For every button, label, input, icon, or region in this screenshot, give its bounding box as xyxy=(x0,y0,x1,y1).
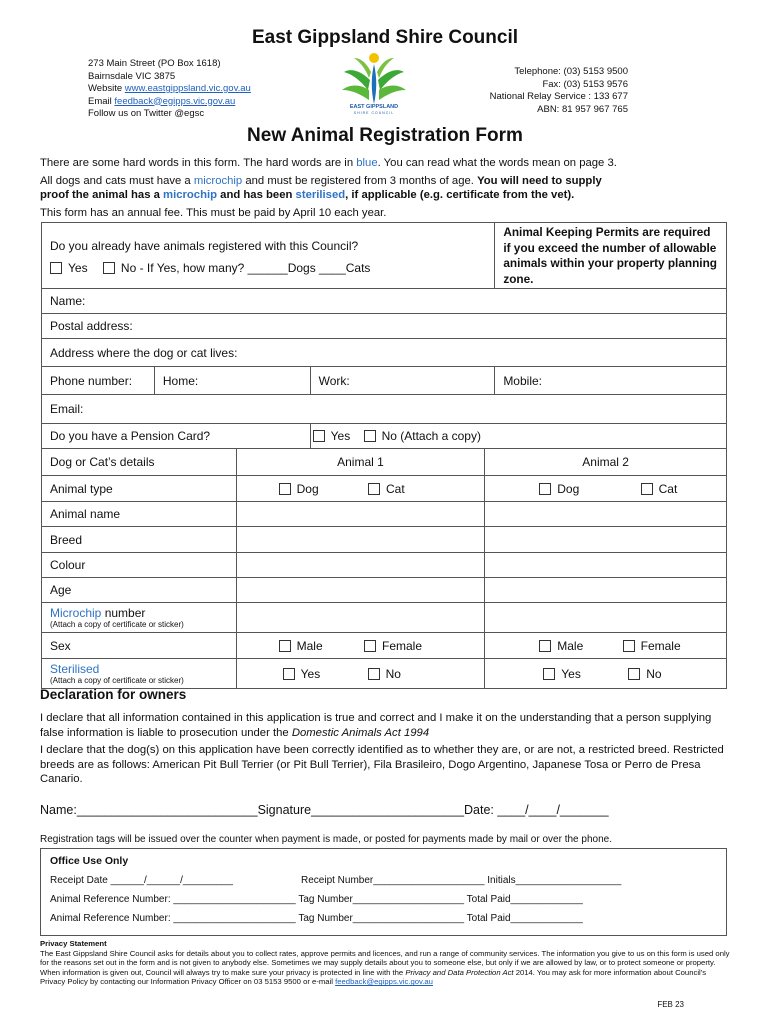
logo-text: EAST GIPPSLAND xyxy=(349,104,399,110)
age-label: Age xyxy=(42,578,237,603)
email-link[interactable]: feedback@egipps.vic.gov.au xyxy=(114,95,236,107)
privacy-email-link[interactable]: feedback@egipps.vic.gov.au xyxy=(335,977,433,987)
animal-reference-field-1[interactable]: Animal Reference Number: ______________________ Tag Number____________________ Total Paid_____________ xyxy=(50,894,583,905)
sex-label: Sex xyxy=(42,633,237,659)
animal-2-dog-checkbox[interactable] xyxy=(539,483,551,495)
yes-checkbox[interactable] xyxy=(50,262,62,274)
no-checkbox[interactable] xyxy=(103,262,115,274)
animal-2-female-checkbox[interactable] xyxy=(623,640,635,652)
sterilised-attach-note: (Attach a copy of certificate or sticker) xyxy=(50,675,184,685)
animal-2-name-field[interactable] xyxy=(485,502,727,527)
yes-label: Yes xyxy=(300,666,321,681)
microchip-row xyxy=(42,603,727,633)
pension-no-checkbox[interactable] xyxy=(364,430,376,442)
animal-1-breed-field[interactable] xyxy=(236,527,485,553)
website-line xyxy=(88,83,251,96)
privacy-statement xyxy=(40,939,732,987)
animal-type-row xyxy=(42,476,727,502)
animal-1-sterilised-no-checkbox[interactable] xyxy=(368,668,380,680)
animal-1-age-field[interactable] xyxy=(236,578,485,603)
sterilised-row xyxy=(42,659,727,689)
declaration-title: Declaration for owners xyxy=(40,687,187,702)
work-phone-field[interactable]: Work: xyxy=(310,367,495,395)
no-label: No xyxy=(385,666,401,681)
phone-label: Phone number: xyxy=(42,367,155,395)
intro-line-3: proof the animal has a microchip and has been sterilised, if applicable (e.g. certificate from the vet). xyxy=(40,189,575,201)
fax: Fax: (03) 5153 9576 xyxy=(542,78,628,90)
receipt-date-field[interactable]: Receipt Date ______/______/_________ xyxy=(50,875,233,886)
cat-label: Cat xyxy=(658,481,678,496)
website-link[interactable]: www.eastgippsland.vic.gov.au xyxy=(124,83,251,94)
office-use-title: Office Use Only xyxy=(50,855,129,867)
council-name: East Gippsland Shire Council xyxy=(251,27,519,48)
animal-1-female-checkbox[interactable] xyxy=(364,640,376,652)
animal-type-label: Animal type xyxy=(42,476,237,502)
animal-1-name-field[interactable] xyxy=(236,502,485,527)
no-label: No xyxy=(646,666,662,681)
details-header-row xyxy=(42,449,727,476)
animal-1-colour-field[interactable] xyxy=(236,553,485,578)
sterilised-label: Sterilised xyxy=(50,661,100,676)
animal-2-colour-field[interactable] xyxy=(485,553,727,578)
mobile-phone-field[interactable]: Mobile: xyxy=(495,367,727,395)
form-title: New Animal Registration Form xyxy=(247,125,523,146)
council-contact xyxy=(490,66,628,116)
declaration-paragraph-2: I declare that the dog(s) on this application have been correctly identified as to whether they are, or are not, a restricted breed. Restricted breeds are as follows: American Pit Bull Terrier (or Pit Bull Terrier), Fila Brasileiro, Dogo Argentino, Japanese Tosa or Perro de Presa Canario. xyxy=(40,744,724,785)
email-field[interactable]: Email: xyxy=(42,395,727,424)
phone-row xyxy=(42,367,727,395)
animal-2-cat-checkbox[interactable] xyxy=(641,483,653,495)
female-label: Female xyxy=(640,638,681,653)
pension-no-label: No (Attach a copy) xyxy=(381,429,481,443)
address-line: 273 Main Street (PO Box 1618) xyxy=(88,58,221,69)
sex-row xyxy=(42,633,727,659)
animal-2-microchip-field[interactable] xyxy=(485,603,727,633)
animal-2-sterilised-no-checkbox[interactable] xyxy=(628,668,640,680)
office-use-box xyxy=(40,848,727,936)
animal-2-breed-field[interactable] xyxy=(485,527,727,553)
privacy-paragraph-1: The East Gippsland Shire Council asks for details about you to collect rates, approve permits and licences, and run a range of community services. The information you give to us on this form is used only for the reasons set out in the form and is not given to anybody else. Sometimes we may supply details about you to someone else, but only if we are allowed by law, or to protect someone or property. xyxy=(40,948,730,968)
animal-1-male-checkbox[interactable] xyxy=(279,640,291,652)
animal-1-sterilised-yes-checkbox[interactable] xyxy=(283,668,295,680)
pension-yes-checkbox[interactable] xyxy=(313,430,325,442)
pension-yes-label: Yes xyxy=(330,429,351,443)
existing-animals-row xyxy=(42,223,727,289)
declaration-paragraph-1: I declare that all information contained in this application is true and correct and I make it on the understanding that a person supplying false information is liable to prosecution under the Domestic Animals Act 1994 xyxy=(40,712,712,739)
no-count-label: No - If Yes, how many? ______Dogs ____Cats xyxy=(120,260,371,275)
telephone: Telephone: (03) 5153 9500 xyxy=(514,66,628,77)
microchip-attach-note: (Attach a copy of certificate or sticker) xyxy=(50,619,184,629)
cat-label: Cat xyxy=(386,481,405,496)
animal-address-field[interactable]: Address where the dog or cat lives: xyxy=(42,339,727,367)
male-label: Male xyxy=(557,638,584,653)
animal-name-label: Animal name xyxy=(42,502,237,527)
registration-tags-note: Registration tags will be issued over the counter when payment is made, or posted for payments made by mail or over the phone. xyxy=(40,834,612,845)
pension-row xyxy=(42,424,727,449)
microchip-label: Microchip number xyxy=(50,605,146,620)
permits-note: Animal Keeping Permits are required if you exceed the number of allowable animals within your property planning zone. xyxy=(495,223,727,289)
intro-line-1: There are some hard words in this form. The hard words are in blue. You can read what the words mean on page 3. xyxy=(40,157,617,169)
animal-2-header: Animal 2 xyxy=(485,449,727,476)
animal-1-dog-checkbox[interactable] xyxy=(279,483,291,495)
email-label: Email xyxy=(88,95,115,107)
twitter-line: Follow us on Twitter @egsc xyxy=(88,108,205,119)
registration-form-table xyxy=(41,222,727,449)
yes-label: Yes xyxy=(561,666,581,681)
animal-2-sterilised-yes-checkbox[interactable] xyxy=(543,668,555,680)
details-label: Dog or Cat’s details xyxy=(42,449,237,476)
animal-2-age-field[interactable] xyxy=(485,578,727,603)
name-field[interactable]: Name: xyxy=(42,289,727,314)
animal-2-male-checkbox[interactable] xyxy=(539,640,551,652)
animal-1-cat-checkbox[interactable] xyxy=(368,483,380,495)
abn: ABN: 81 957 967 765 xyxy=(537,103,628,115)
email-line xyxy=(88,96,251,109)
yes-label: Yes xyxy=(68,260,88,275)
pension-question: Do you have a Pension Card? xyxy=(42,424,311,449)
website-label: Website xyxy=(88,83,125,94)
animal-reference-field-2[interactable]: Animal Reference Number: ______________________ Tag Number____________________ Total Paid_____________ xyxy=(50,913,583,924)
animal-1-microchip-field[interactable] xyxy=(236,603,485,633)
privacy-paragraph-2: When information is given out, Council will always try to make sure your privacy is protected in line with the Privacy and Data Protection Act 2014. You may ask for more information about Council’s Privacy Policy by contacting our Information Privacy Officer on 03 5153 9500 or e-mail feedback@egipps.vic.gov.au xyxy=(40,967,707,987)
logo-subtext: SHIRE COUNCIL xyxy=(353,111,395,115)
female-label: Female xyxy=(382,638,423,653)
relay-service: National Relay Service : 133 677 xyxy=(489,91,628,102)
signature-line[interactable]: Name:__________________________Signature______________________Date: ____/____/_______ xyxy=(40,803,609,817)
colour-label: Colour xyxy=(42,553,237,578)
form-version: FEB 23 xyxy=(657,1000,684,1009)
animal-details-table xyxy=(41,448,727,689)
dog-label: Dog xyxy=(296,481,319,496)
intro-line-2: All dogs and cats must have a microchip and must be registered from 3 months of age. You will need to supply xyxy=(40,175,602,187)
postal-address-field[interactable]: Postal address: xyxy=(42,314,727,339)
council-address xyxy=(88,58,251,121)
animal-1-header: Animal 1 xyxy=(236,449,485,476)
privacy-title: Privacy Statement xyxy=(40,939,107,948)
dog-label: Dog xyxy=(557,481,580,496)
registered-question: Do you already have animals registered with this Council? xyxy=(50,238,359,253)
receipt-number-field[interactable]: Receipt Number____________________ Initials___________________ xyxy=(301,875,622,886)
home-phone-field[interactable]: Home: xyxy=(154,367,310,395)
breed-label: Breed xyxy=(42,527,237,553)
address-line: Bairnsdale VIC 3875 xyxy=(88,70,176,82)
intro-line-4: This form has an annual fee. This must be paid by April 10 each year. xyxy=(40,207,387,219)
male-label: Male xyxy=(296,638,323,653)
